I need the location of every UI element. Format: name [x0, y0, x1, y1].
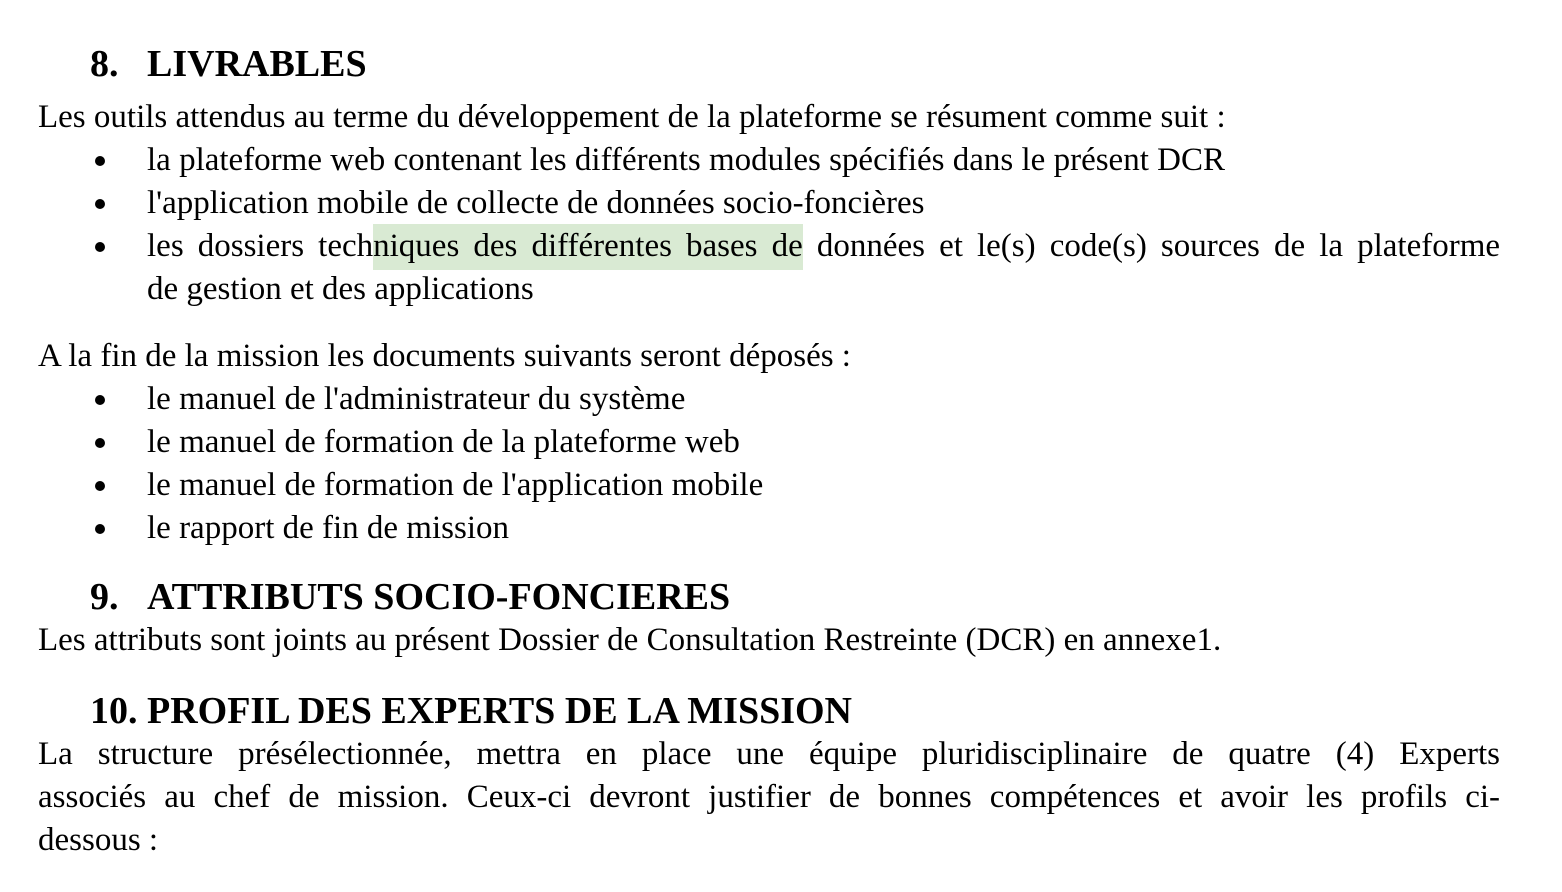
- list-item-text: le manuel de l'administrateur du système: [147, 381, 686, 417]
- text-before-highlight: les dossiers tech: [147, 228, 374, 264]
- attributs-paragraph: Les attributs sont joints au présent Dossier de Consultation Restreinte (DCR) en annexe1.: [38, 622, 1222, 658]
- paragraph-line: dessous :: [38, 822, 159, 858]
- list-item-text: le manuel de formation de l'application mobile: [147, 467, 764, 503]
- documents-intro-paragraph: A la fin de la mission les documents suivants seront déposés :: [38, 338, 851, 374]
- bullet-icon: [95, 464, 147, 507]
- paragraph-line: La structure présélectionnée, mettra en place une équipe pluridisciplinaire de quatre (4) Experts: [38, 736, 1500, 772]
- bullet-icon: [95, 182, 147, 225]
- livrables-intro-paragraph: Les outils attendus au terme du développement de la plateforme se résument comme suit :: [38, 99, 1226, 135]
- list-item-text: [147, 225, 1500, 311]
- heading-number: 9.: [90, 576, 119, 618]
- section-heading-attributs: [38, 576, 1500, 619]
- list-item: [38, 182, 1500, 225]
- heading-number: 8.: [90, 43, 119, 85]
- heading-title: PROFIL DES EXPERTS DE LA MISSION: [147, 690, 853, 732]
- section-heading-livrables: [38, 43, 1500, 86]
- bullet-icon: [95, 421, 147, 464]
- list-item: [38, 225, 1500, 311]
- list-item-line: de gestion et des applications: [147, 271, 534, 307]
- paragraph-line: associés au chef de mission. Ceux-ci devront justifier de bonnes compétences et avoir les profils ci-: [38, 779, 1500, 815]
- list-item-text: le manuel de formation de la plateforme web: [147, 424, 740, 460]
- deliverables-list: [38, 139, 1500, 311]
- documents-list: [38, 378, 1500, 550]
- list-item: [38, 507, 1500, 550]
- highlighted-text: niques des différentes bases de: [373, 224, 803, 270]
- list-item-text: la plateforme web contenant les différents modules spécifiés dans le présent DCR: [147, 142, 1225, 178]
- profil-paragraph: [38, 733, 1500, 862]
- list-item: [38, 464, 1500, 507]
- heading-title: ATTRIBUTS SOCIO-FONCIERES: [147, 576, 731, 618]
- bullet-icon: [95, 225, 147, 311]
- list-item: [38, 378, 1500, 421]
- list-item-line: [147, 225, 1500, 268]
- heading-number: 10.: [90, 690, 138, 732]
- list-item: [38, 139, 1500, 182]
- list-item-text: le rapport de fin de mission: [147, 510, 510, 546]
- bullet-icon: [95, 378, 147, 421]
- section-heading-profil: [38, 690, 1500, 733]
- bullet-icon: [95, 139, 147, 182]
- bullet-icon: [95, 507, 147, 550]
- text-after-highlight: données et le(s) code(s) sources de la plateforme: [802, 228, 1501, 264]
- list-item-text: l'application mobile de collecte de données socio-foncières: [147, 185, 925, 221]
- list-item: [38, 421, 1500, 464]
- heading-title: LIVRABLES: [147, 43, 367, 85]
